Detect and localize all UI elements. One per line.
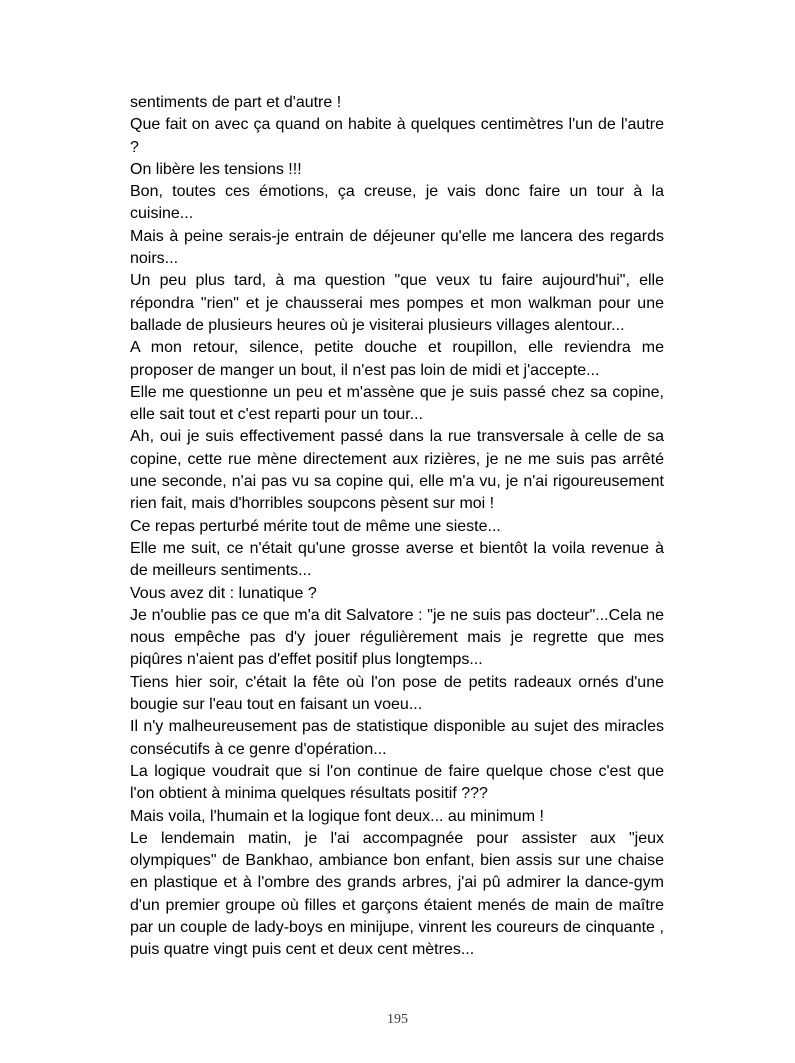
paragraph: Un peu plus tard, à ma question "que veux tu faire aujourd'hui", elle répondra "rien" et je chausserai mes pompes et mon walkman pour une ballade de plusieurs heures où je visiterai plusieurs villages alentour...: [130, 272, 664, 334]
page-number: 195: [387, 1012, 408, 1027]
paragraph: Vous avez dit : lunatique ?: [130, 584, 317, 602]
paragraph: On libère les tensions !!!: [130, 160, 302, 178]
paragraph: Je n'oublie pas ce que m'a dit Salvatore : "je ne suis pas docteur"...Cela ne nous empêche pas d'y jouer régulièrement mais je regrette que mes piqûres n'aient pas d'effet positif plus longtemps...: [130, 606, 664, 669]
paragraph: Elle me questionne un peu et m'assène que je suis passé chez sa copine, elle sait tout et c'est reparti pour un tour...: [130, 383, 664, 424]
paragraph: Que fait on avec ça quand on habite à quelques centimètres l'un de l'autre ?: [130, 116, 664, 156]
paragraph: Il n'y malheureusement pas de statistique disponible au sujet des miracles consécutifs à ce genre d'opération...: [130, 718, 664, 758]
paragraph: Tiens hier soir, c'était la fête où l'on pose de petits radeaux ornés d'une bougie sur l'eau tout en faisant un voeu...: [130, 673, 664, 714]
paragraph: Ah, oui je suis effectivement passé dans la rue transversale à celle de sa copine, cette rue mène directement aux rizières, je ne me suis pas arrêté une seconde, n'ai pas vu sa copine qui, elle m'a vu, je n'ai rigoureusement rien fait, mais d'horribles soupcons pèsent sur moi !: [130, 428, 664, 513]
paragraph: A mon retour, silence, petite douche et roupillon, elle reviendra me proposer de manger un bout, il n'est pas loin de midi et j'accepte...: [130, 339, 664, 379]
paragraph: Bon, toutes ces émotions, ça creuse, je vais donc faire un tour à la cuisine...: [130, 183, 664, 223]
paragraph: Le lendemain matin, je l'ai accompagnée pour assister aux "jeux olympiques" de Bankhao, ambiance bon enfant, bien assis sur une chaise en plastique et à l'ombre des grands arbres, j'ai pû admirer la dance-gym d'un premier groupe où filles et garçons étaient menés de main de maître par un couple de lady-boys en minijupe, vinrent les coureurs de cinquante , puis quatre vingt puis cent et deux cent mètres...: [130, 829, 664, 959]
paragraph: Elle me suit, ce n'était qu'une grosse averse et bientôt la voila revenue à de meilleurs sentiments...: [130, 539, 664, 580]
text-block: [130, 92, 664, 962]
paragraph: Ce repas perturbé mérite tout de même une sieste...: [130, 517, 501, 535]
paragraph: Mais voila, l'humain et la logique font deux... au minimum !: [130, 807, 544, 825]
paragraph: sentiments de part et d'autre !: [130, 94, 342, 111]
paragraph: La logique voudrait que si l'on continue de faire quelque chose c'est que l'on obtient à minima quelques résultats positif ???: [130, 762, 664, 803]
paragraph: Mais à peine serais-je entrain de déjeuner qu'elle me lancera des regards noirs...: [130, 227, 664, 268]
